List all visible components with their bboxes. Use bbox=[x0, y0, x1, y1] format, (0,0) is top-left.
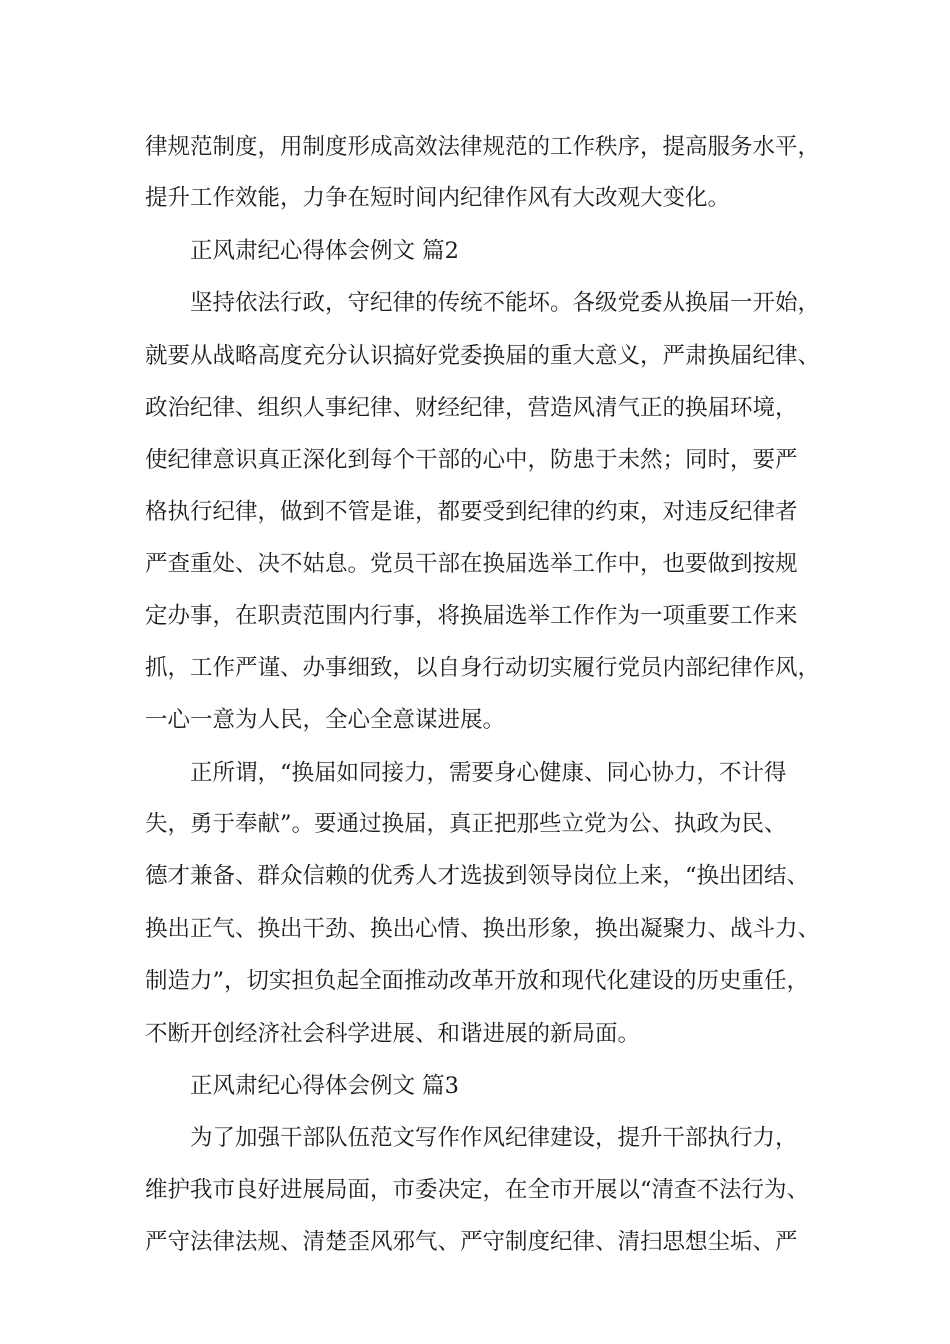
paragraph-line: 政治纪律、组织人事纪律、财经纪律，营造风清气正的换届环境， bbox=[145, 395, 798, 421]
paragraph-line: 严守法律法规、清楚歪风邪气、严守制度纪律、清扫思想尘垢、严 bbox=[145, 1229, 798, 1255]
paragraph-line: 抓，工作严谨、办事细致，以自身行动切实履行党员内部纪律作风， bbox=[145, 655, 821, 681]
paragraph-line: 定办事，在职责范围内行事，将换届选举工作作为一项重要工作来 bbox=[145, 603, 798, 629]
paragraph-line: 维护我市良好进展局面，市委决定，在全市开展以“清查不法行为、 bbox=[145, 1177, 810, 1203]
paragraph-line: 正所谓，“换届如同接力，需要身心健康、同心协力，不计得 bbox=[190, 760, 787, 786]
section-heading: 正风肃纪心得体会例文 篇3 bbox=[190, 1073, 459, 1099]
paragraph-line: 不断开创经济社会科学进展、和谐进展的新局面。 bbox=[145, 1021, 641, 1047]
section-heading: 正风肃纪心得体会例文 篇2 bbox=[190, 238, 459, 264]
paragraph-line: 换出正气、换出干劲、换出心情、换出形象，换出凝聚力、战斗力、 bbox=[145, 916, 821, 942]
paragraph-line: 制造力”，切实担负起全面推动改革开放和现代化建设的历史重任， bbox=[145, 968, 810, 994]
paragraph-line: 就要从战略高度充分认识搞好党委换届的重大意义，严肃换届纪律、 bbox=[145, 343, 821, 369]
paragraph-line: 律规范制度，用制度形成高效法律规范的工作秩序，提高服务水平， bbox=[145, 134, 821, 160]
paragraph-line: 使纪律意识真正深化到每个干部的心中，防患于未然；同时，要严 bbox=[145, 447, 798, 473]
paragraph-line: 格执行纪律，做到不管是谁，都要受到纪律的约束，对违反纪律者 bbox=[145, 499, 798, 525]
paragraph-line: 一心一意为人民，全心全意谋进展。 bbox=[145, 707, 506, 733]
paragraph-line: 德才兼备、群众信赖的优秀人才选拔到领导岗位上来，“换出团结、 bbox=[145, 863, 810, 889]
paragraph-line: 为了加强干部队伍范文写作作风纪律建设，提升干部执行力， bbox=[190, 1125, 798, 1151]
paragraph-line: 坚持依法行政，守纪律的传统不能坏。各级党委从换届一开始， bbox=[190, 290, 821, 316]
paragraph-line: 严查重处、决不姑息。党员干部在换届选举工作中，也要做到按规 bbox=[145, 551, 798, 577]
paragraph-line: 提升工作效能，力争在短时间内纪律作风有大改观大变化。 bbox=[145, 185, 731, 211]
paragraph-line: 失，勇于奉献”。要通过换届，真正把那些立党为公、执政为民、 bbox=[145, 811, 787, 837]
